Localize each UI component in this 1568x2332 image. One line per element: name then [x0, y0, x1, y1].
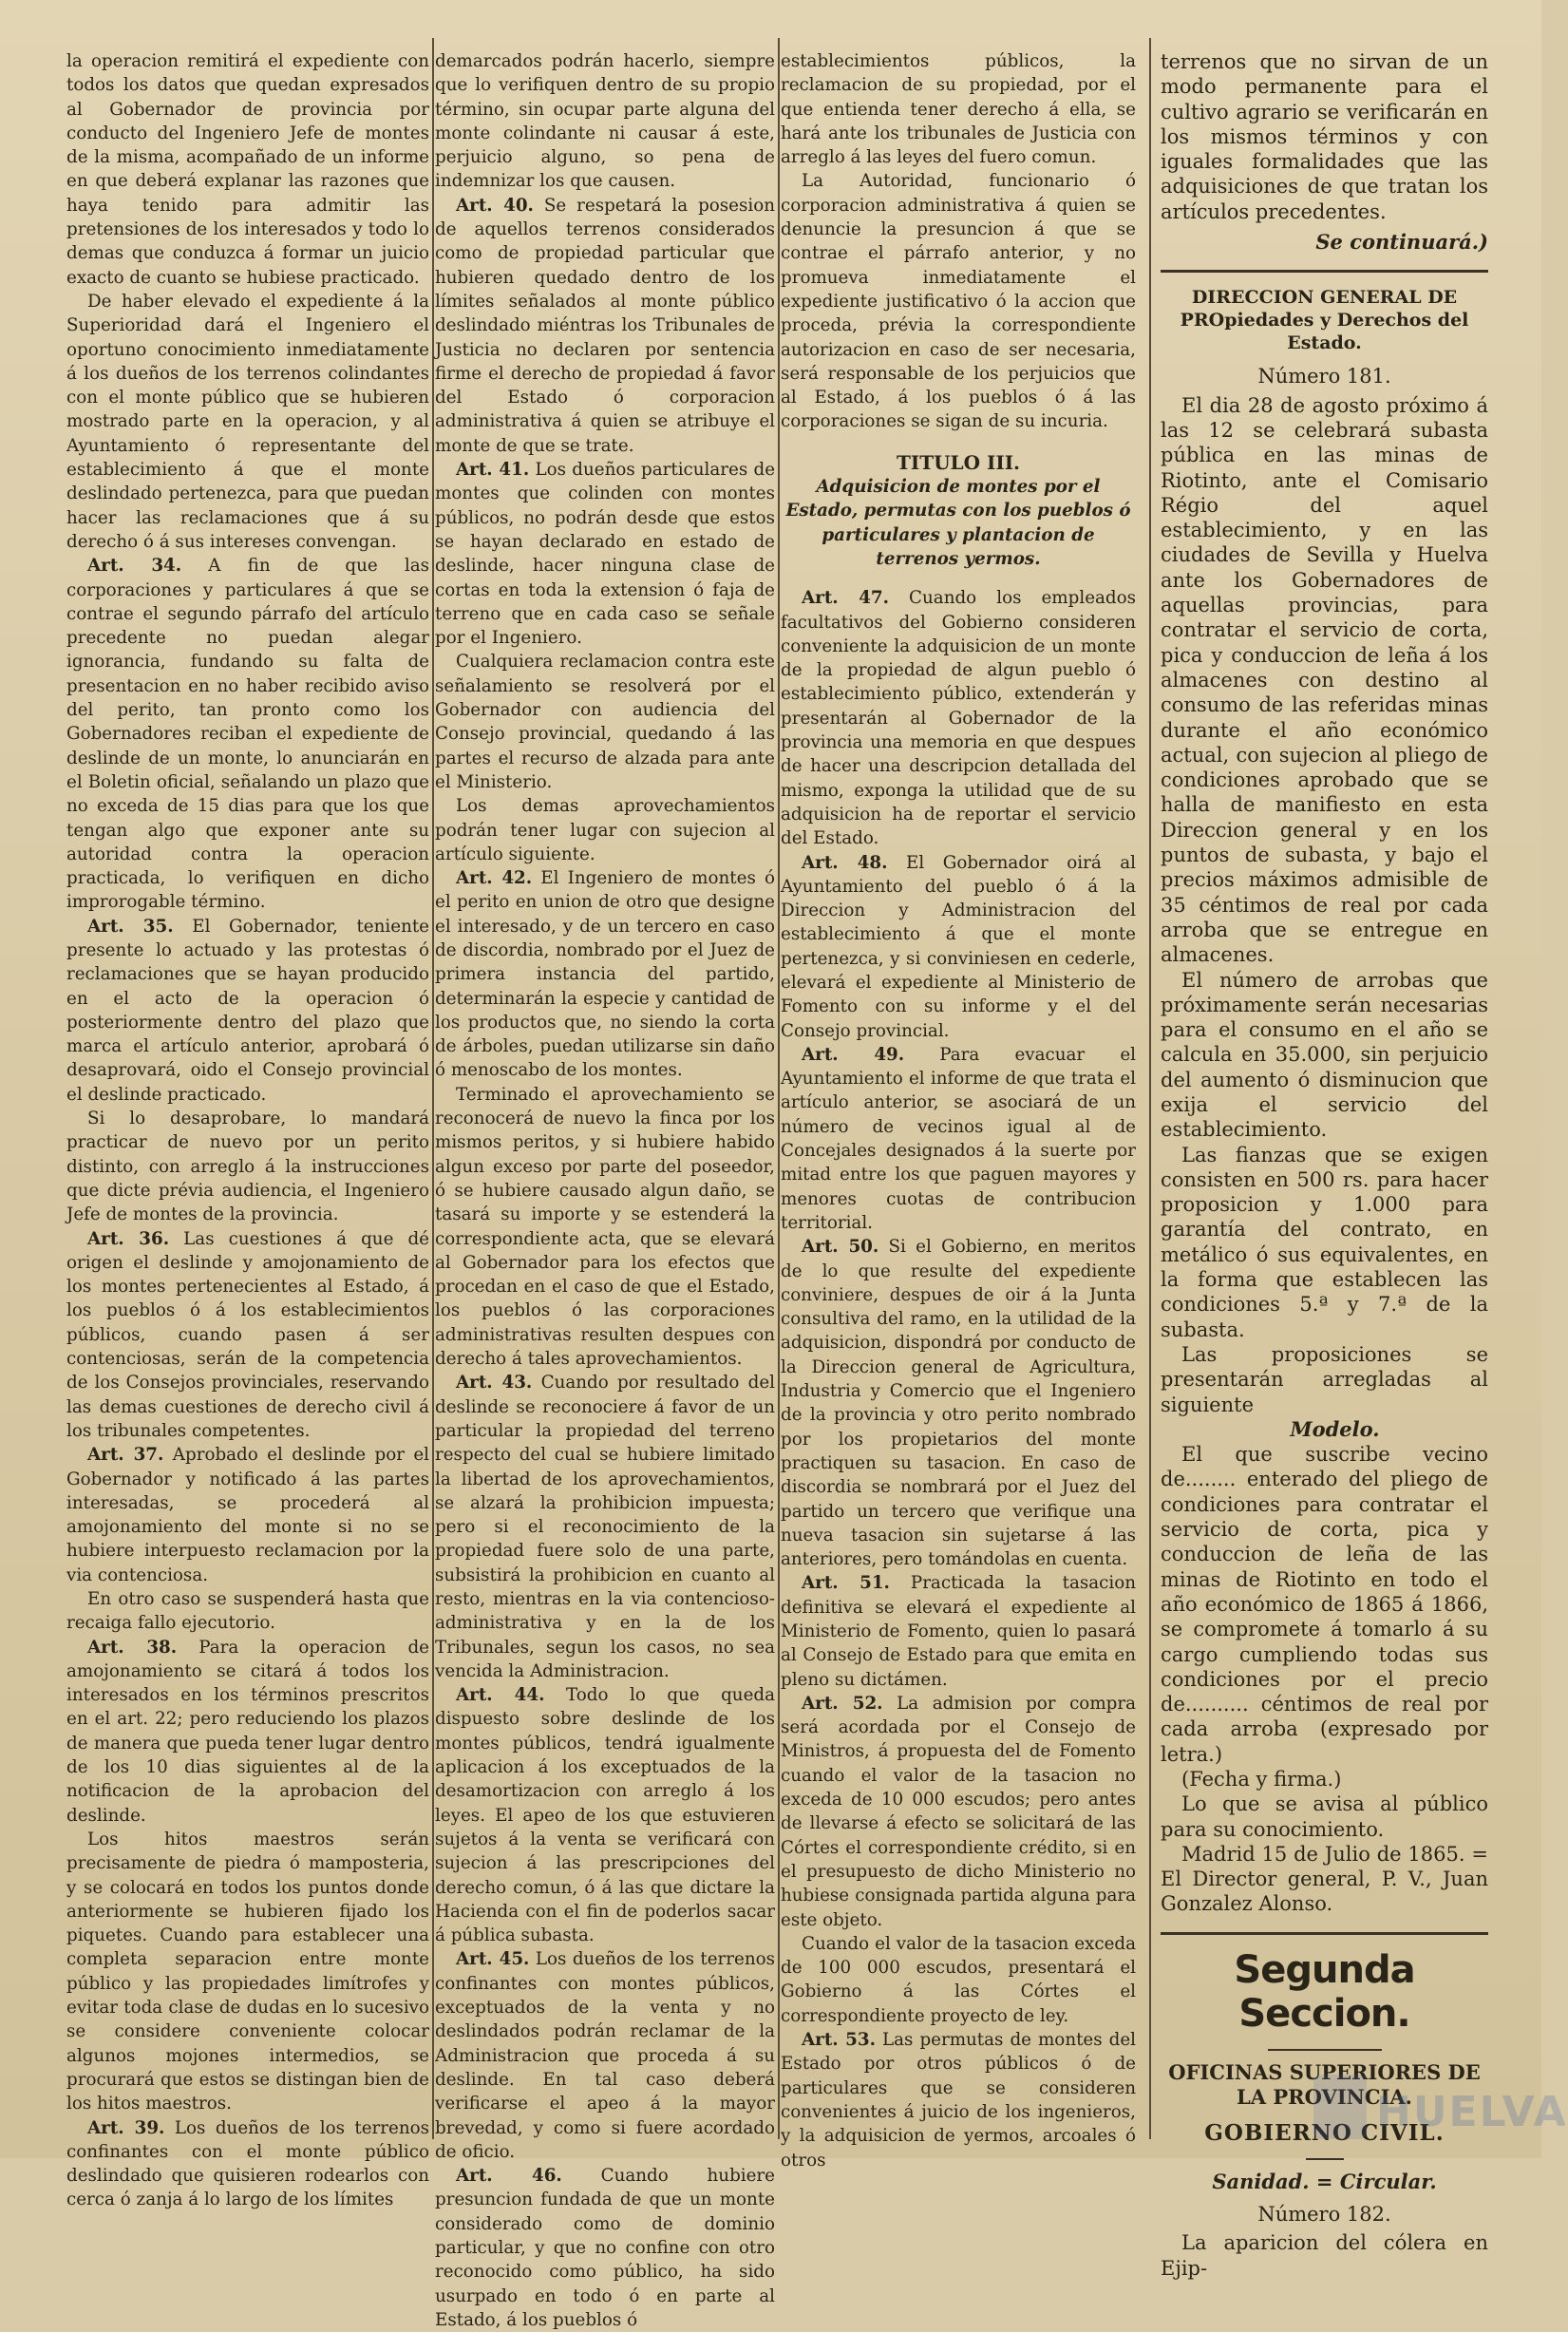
article-text: Todo lo que queda dispuesto sobre deslinde de los montes públicos, tendrá igualmente aplicacion á los exceptuados de la desamortizacion con arreglo á los leyes. El apeo de los que estuvieren sujetos á la venta se verificará con sujecion á las prescripciones del derecho comun, ó á las que dictare la Hacienda con el fin de poderlos sacar á pública subasta.	[435, 1685, 776, 1946]
article-text: Cuando por resultado del deslinde se reconociere á favor de un particular la propiedad del terreno respecto del cual se hubiere limitado la libertad de los aprovechamientos, se alzará la prohibicion impuesta; pero si el reconocimiento de la propiedad fuere solo de una parte, subsistirá la prohibicion en cuanto al resto, mientras en la via contencioso-administrativa y en la de los Tribunales, segun los casos, no sea vencida la Administracion.	[435, 1373, 775, 1681]
article-paragraph	[781, 1043, 1136, 1235]
article-paragraph	[435, 194, 775, 458]
article-text: Cuando hubiere presuncion fundada de que un monte considerado como de dominio particular, y que no confine con otro reconocido como público, ha sido usurpado en todo ó en parte al Estado, á los pueblos ó	[435, 2166, 775, 2330]
paragraph	[66, 1828, 429, 2116]
column-1	[66, 49, 430, 2210]
article-number: Art. 48.	[802, 852, 888, 873]
article-text: Las cuestiones á que dé origen el deslinde y amojonamiento de los montes pertenecientes al Estado, á los pueblos ó á los establecimientos públicos, cuando pasen á ser contenciosas, serán de la competencia de los Consejos provinciales, reservando las demas cuestiones de derecho civil á los tribunales competentes.	[66, 1228, 429, 1441]
circular-heading: Sanidad. = Circular.	[1212, 2169, 1437, 2193]
article-text: Los dueños particulares de montes que colinden con montes públicos, no podrán desde que estos se hayan declarado en estado de deslinde, hacer ninguna clase de cortas en toda la extension ó faja de terreno que en cada caso se señale por el Ingeniero.	[435, 460, 776, 649]
article-text: Cualquiera reclamacion contra este señalamiento se resolverá por el Gobernador con audiencia del Consejo provincial, quedando á las partes el recurso de alzada para ante el Ministerio.	[435, 652, 775, 792]
article-paragraph	[66, 1443, 429, 1587]
office-heading: OFICINAS SUPERIORES DE LA PROVINCIA.	[1168, 2059, 1481, 2110]
paragraph	[781, 169, 1136, 433]
article-paragraph	[781, 1692, 1136, 1932]
article-text: Para la operacion de amojonamiento se citará á todos los interesados en los términos prescritos en el art. 22; pero reduciendo los plazos de manera que pueda tener lugar dentro de los 10 dias siguientes al de la notificacion de la aprobacion del deslinde.	[66, 1637, 429, 1826]
continuation-note: Se continuará.)	[1315, 230, 1488, 255]
paragraph	[435, 650, 775, 794]
column-rule	[1149, 38, 1151, 2139]
article-paragraph	[66, 1636, 429, 1828]
paragraph: El número de arrobas que próximamente serán necesarias para el consumo en el año se calcula en 35.000, sin perjuicio del aumento ó disminucion que exija el servicio del establecimiento.	[1161, 968, 1488, 1142]
short-divider	[1268, 2049, 1382, 2051]
paragraph	[435, 49, 775, 194]
paragraph	[66, 49, 429, 290]
article-paragraph	[781, 586, 1136, 850]
article-text: Cuando el valor de la tasacion exceda de 100 000 escudos, presentará el Gobierno á las Córtes el correspondiente proyecto de ley.	[781, 1933, 1136, 2026]
paragraph: El dia 28 de agosto próximo á las 12 se celebrará subasta pública en las minas de Riotinto, ante el Comisario Régio del aquel establecimiento, y en las ciudades de Sevilla y Huelva ante los Gobernadores de aquellas provincias, para contratar el servicio de corta, pica y conduccion de leña á los almacenes con destino al consumo de las referidas minas durante el año económico actual, con sujecion al pliego de condiciones aprobado que se halla de manifiesto en esta Direccion general y en los puntos de subasta, y bajo el precios máximos admisible de 35 céntimos de real por cada arroba que se entregue en almacenes.	[1161, 393, 1488, 967]
article-paragraph	[435, 1371, 775, 1683]
continued-paragraph: terrenos que no sirvan de un modo permanente para el cultivo agrario se verificarán en los mismos términos y con iguales formalidades que las adquisiciones de que tratan los artículos precedentes.	[1161, 50, 1488, 223]
article-paragraph	[781, 1571, 1136, 1691]
article-paragraph	[66, 2116, 429, 2212]
article-text: Para evacuar el Ayuntamiento el informe de que trata el artículo anterior, se asociará de un número de vecinos igual al de Concejales designados á la suerte por mitad entre los que paguen mayores y menores cuotas de contribucion territorial.	[781, 1044, 1136, 1233]
model-heading: Modelo.	[1290, 1416, 1380, 1441]
article-text: La admision por compra será acordada por el Consejo de Ministros, á propuesta del de Fomento cuando el valor de la tasacion no exceda de 10 000 escudos; pero antes de llevarse á efecto se solicitará de las Córtes el correspondiente crédito, si en el presupuesto de dicho Ministerio no hubiese consignada partida alguna para este objeto.	[781, 1693, 1136, 1930]
paragraph	[435, 1083, 775, 1372]
article-number: Art. 50.	[802, 1237, 879, 1258]
article-number: Art. 42.	[456, 868, 533, 889]
paragraph: El que suscribe vecino de........ enterado del pliego de condiciones para contratar el servicio de corta, pica y conduccion de leña de las minas de Riotinto en todo el año económico de 1865 á 1866, se compromete á tomarlo á su cargo cumpliendo todas sus condiciones por el precio de.......... céntimos de real por cada arroba (expresado por letra.)	[1161, 1443, 1488, 1766]
notice-number: Número 181.	[1257, 365, 1391, 389]
section-divider	[1161, 1932, 1488, 1935]
article-text: Si lo desaprobare, lo mandará practicar de nuevo por un perito distinto, con arreglo á la instrucciones que dicte prévia audiencia, el Ingeniero Jefe de montes de la provincia.	[66, 1109, 429, 1225]
article-text: Los hitos maestros serán precisamente de piedra ó mamposteria, y se colocará en todos los puntos donde anteriormente se hubieren fijado los piquetes. Cuando para establecer una completa separacion entre monte público y las propiedades limítrofes y evitar toda clase de dudas en lo sucesivo se considere conveniente colocar algunos mojones intermedios, se procurará que estos se distingan bien de los hitos maestros.	[66, 1829, 429, 2114]
article-paragraph	[435, 458, 775, 650]
article-text: Las permutas de montes del Estado por otros públicos ó de particulares que se consideren convenientes á juicio de los ingenieros, y la adquisicion de yermos, arcoales ó otros	[781, 2030, 1137, 2171]
article-paragraph	[781, 1235, 1136, 1571]
article-paragraph	[435, 1947, 775, 2164]
column-2	[435, 49, 776, 2330]
article-number: Art. 35.	[87, 916, 174, 937]
government-heading: GOBIERNO CIVIL.	[1204, 2120, 1445, 2147]
paragraph: (Fecha y firma.)	[1181, 1768, 1342, 1791]
paragraph	[781, 49, 1136, 169]
paragraph: La aparicion del cólera en Ejip-	[1161, 2231, 1488, 2280]
article-text: El Gobernador, teniente presente lo actuado y las protestas ó reclamaciones que se hayan producido en el acto de la operacion ó posteriormente dentro del plazo que marca el artículo anterior, aprobará ó desaprovará, oido el Consejo provincial el deslinde practicado.	[66, 916, 430, 1105]
article-text: establecimientos públicos, la reclamacion de su propiedad, por el que entienda tener derecho á ella, se hará ante los tribunales de Justicia con arreglo á las leyes del fuero comun.	[781, 51, 1136, 168]
article-text: En otro caso se suspenderá hasta que recaiga fallo ejecutorio.	[66, 1589, 429, 1634]
article-text: Los dueños de los terrenos confinantes con montes públicos, exceptuados de la venta y no deslindados podrán reclamar de la Administracion que proceda á su deslinde. En tal caso deberá verificarse el apeo á la mayor brevedad, y como si fuere acordado de oficio.	[435, 1949, 776, 2162]
paragraph	[66, 1107, 429, 1226]
article-text: Los dueños de los terrenos confinantes con el monte público deslindado que quisieren rodearlos con cerca ó zanja á lo largo de los límites	[66, 2117, 430, 2210]
article-number: Art. 36.	[87, 1228, 170, 1249]
paragraph: Lo que se avisa al público para su conocimiento.	[1161, 1792, 1488, 1841]
section-divider	[1161, 270, 1488, 273]
article-number: Art. 37.	[87, 1445, 164, 1466]
notice-heading: DIRECCION GENERAL DE PROpiedades y Derechos del Estado.	[1180, 287, 1469, 354]
article-text: Si el Gobierno, en meritos de lo que resulte del expediente conviniere, despues de oir á la Junta consultiva del ramo, en la utilidad de la adquisicion, dispondrá por conducto de la Direccion general de Agricultura, Industria y Comercio que el Ingeniero de la provincia y otro perito nombrado por los propietarios del monte practiquen su tasacion. En caso de discordia se nombrará por el Juez del partido un tercero que verifique una nueva tasacion sin sujetarse á las anteriores, pero tomándolas en cuenta.	[781, 1237, 1137, 1570]
article-number: Art. 44.	[456, 1685, 545, 1706]
paragraph	[781, 1932, 1136, 2028]
column-3	[781, 49, 1137, 2171]
short-divider	[1306, 2158, 1344, 2160]
article-text: la operacion remitirá el expediente con todos los datos que quedan expresados al Gobernador de provincia por conducto del Ingeniero Jefe de montes de la misma, acompañado de un informe en que deberá explanar las razones que haya tenido para admitir las pretensiones de los interesados y todo lo demas que conduzca á formar un juicio exacto de cuanto se hubiese practicado.	[66, 51, 429, 288]
article-number: Art. 51.	[802, 1573, 890, 1594]
article-paragraph	[66, 1227, 429, 1444]
article-paragraph	[781, 851, 1136, 1043]
article-number: Art. 49.	[802, 1044, 905, 1065]
coat-of-arms-icon	[1313, 2075, 1367, 2139]
article-text: El Gobernador oirá al Ayuntamiento del pueblo ó á la Direccion y Administracion del establecimiento á que el monte pertenezca, y si conviniesen en cederle, elevará el expediente al Ministerio de Fomento con su informe y el del Consejo provincial.	[781, 852, 1137, 1041]
article-number: Art. 45.	[456, 1949, 530, 1970]
article-paragraph	[66, 554, 429, 914]
article-text: La Autoridad, funcionario ó corporacion administrativa á quien se denuncie la presuncion á que se contrae el párrafo anterior, y no promueva inmediatamente el expediente justificativo ó la accion que proceda, prévia la correspondiente autorizacion en caso de ser necesaria, será responsable de los perjuicios que al Estado, á los pueblos ó á las corporaciones se sigan de su incuria.	[781, 171, 1136, 432]
article-text: De haber elevado el expediente á la Superioridad dará el Ingeniero el oportuno conocimiento inmediatamente á los dueños de los terrenos colindantes con el monte público que se hubieren mostrado parte en la operacion, y al Ayuntamiento ó representante del establecimiento á que el monte deslindado pertenezca, para que puedan hacer las reclamaciones que á su derecho ó á sus intereses convengan.	[66, 291, 429, 552]
article-paragraph	[66, 915, 429, 1107]
paragraph: Madrid 15 de Julio de 1865. = El Director general, P. V., Juan Gonzalez Alonso.	[1161, 1842, 1488, 1916]
section-heading: Segunda Seccion.	[1234, 1947, 1415, 2036]
column-rule	[432, 38, 434, 2139]
article-text: A fin de que las corporaciones y particulares á que se contrae el segundo párrafo del artículo precedente no puedan alegar ignorancia, fundando su falta de presentacion en no haber recibido aviso del perito, tan pronto como los Gobernadores reciban el expediente de deslinde de un monte, lo anunciarán en el Boletin oficial, señalando un plazo que no exceda de 15 dias para que los que tengan algo que exponer ante su autoridad contra la operacion practicada, lo verifiquen en dicho improrogable término.	[66, 556, 430, 913]
article-number: Art. 40.	[456, 195, 534, 216]
article-number: Art. 41.	[456, 460, 530, 481]
paragraph: Las proposiciones se presentarán arregladas al siguiente	[1161, 1342, 1488, 1416]
notice-number: Número 182.	[1257, 2202, 1391, 2226]
article-text: El Ingeniero de montes ó el perito en union de otro que designe el interesado, y de un tercero en caso de discordia, nombrado por el Juez de primera instancia del partido, determinarán la especie y cantidad de los productos que, no siendo la corta de árboles, puedan utilizarse sin daño ó menoscabo de los montes.	[435, 868, 775, 1081]
paragraph: Las fianzas que se exigen consisten en 500 rs. para hacer proposicion y 1.000 para garantía del contrato, en metálico ó sus equivalentes, en la forma que establecen las condiciones 5.ª y 7.ª de la subasta.	[1161, 1143, 1488, 1341]
article-number: Art. 43.	[456, 1373, 533, 1394]
paragraph	[66, 1587, 429, 1636]
watermark-text: HUELVA	[1376, 2088, 1568, 2136]
article-text: Cuando los empleados facultativos del Gobierno consideren conveniente la adquisicion de un monte de la propiedad de algun pueblo ó establecimiento público, extenderán y presentarán al Gobernador de la provincia una memoria en que despues de hacer una descripcion detallada del mismo, exponga la utilidad que de su adquisicion ha de reportar el servicio del Estado.	[781, 588, 1136, 849]
article-number: Art. 46.	[456, 2166, 562, 2187]
archive-watermark	[1313, 2071, 1568, 2147]
article-number: Art. 52.	[802, 1693, 883, 1714]
paragraph	[435, 794, 775, 866]
article-number: Art. 53.	[802, 2030, 876, 2051]
article-paragraph	[435, 866, 775, 1083]
column-4	[1161, 49, 1488, 2280]
section-subtitle: Adquisicion de montes por el Estado, permutas con los pueblos ó particulares y plantacion de terrenos yermos.	[785, 477, 1131, 569]
article-number: Art. 34.	[87, 556, 182, 577]
article-text: Practicada la tasacion definitiva se elevará el expediente al Ministerio de Fomento, quien lo pasará al Consejo de Estado para que emita en pleno su dictámen.	[781, 1573, 1137, 1690]
article-text: Terminado el aprovechamiento se reconocerá de nuevo la finca por los mismos peritos, y si hubiere habido algun exceso por parte del poseedor, ó se hubiere causado algun daño, se tasará su importe y se estenderá la correspondiente acta, que se elevará al Gobernador para los efectos que procedan en el caso de que el Estado, los pueblos ó las corporaciones administrativas resulten despues con derecho á tales aprovechamientos.	[435, 1084, 775, 1370]
article-number: Art. 39.	[87, 2117, 165, 2138]
article-paragraph	[435, 2164, 775, 2332]
article-number: Art. 47.	[802, 588, 890, 609]
article-text: demarcados podrán hacerlo, siempre que lo verifiquen dentro de su propio término, sin ocupar parte alguna del monte colindante ni causar á este, perjuicio alguno, so pena de indemnizar los que causen.	[435, 51, 775, 192]
article-paragraph	[781, 2028, 1136, 2172]
section-title: TITULO III.	[896, 450, 1021, 474]
article-text: Los demas aprovechamientos podrán tener lugar con sujecion al artículo siguiente.	[435, 796, 775, 864]
article-paragraph	[435, 1683, 775, 1947]
article-text: Aprobado el deslinde por el Gobernador y notificado á las partes interesadas, se procederá al amojonamiento del monte si no se hubiere interpuesto reclamacion por la via contenciosa.	[66, 1445, 430, 1585]
article-number: Art. 38.	[87, 1637, 178, 1658]
paragraph	[66, 290, 429, 554]
column-rule	[778, 38, 780, 2139]
article-text: Se respetará la posesion de aquellos terrenos considerados como de propiedad particular que hubieren quedado dentro de los límites señalados al monte público deslindado miéntras los Tribunales de Justicia no declaren por sentencia firme el derecho de propiedad á favor del Estado ó corporacion administrativa á quien se atribuye el monte de que se trate.	[435, 195, 775, 456]
